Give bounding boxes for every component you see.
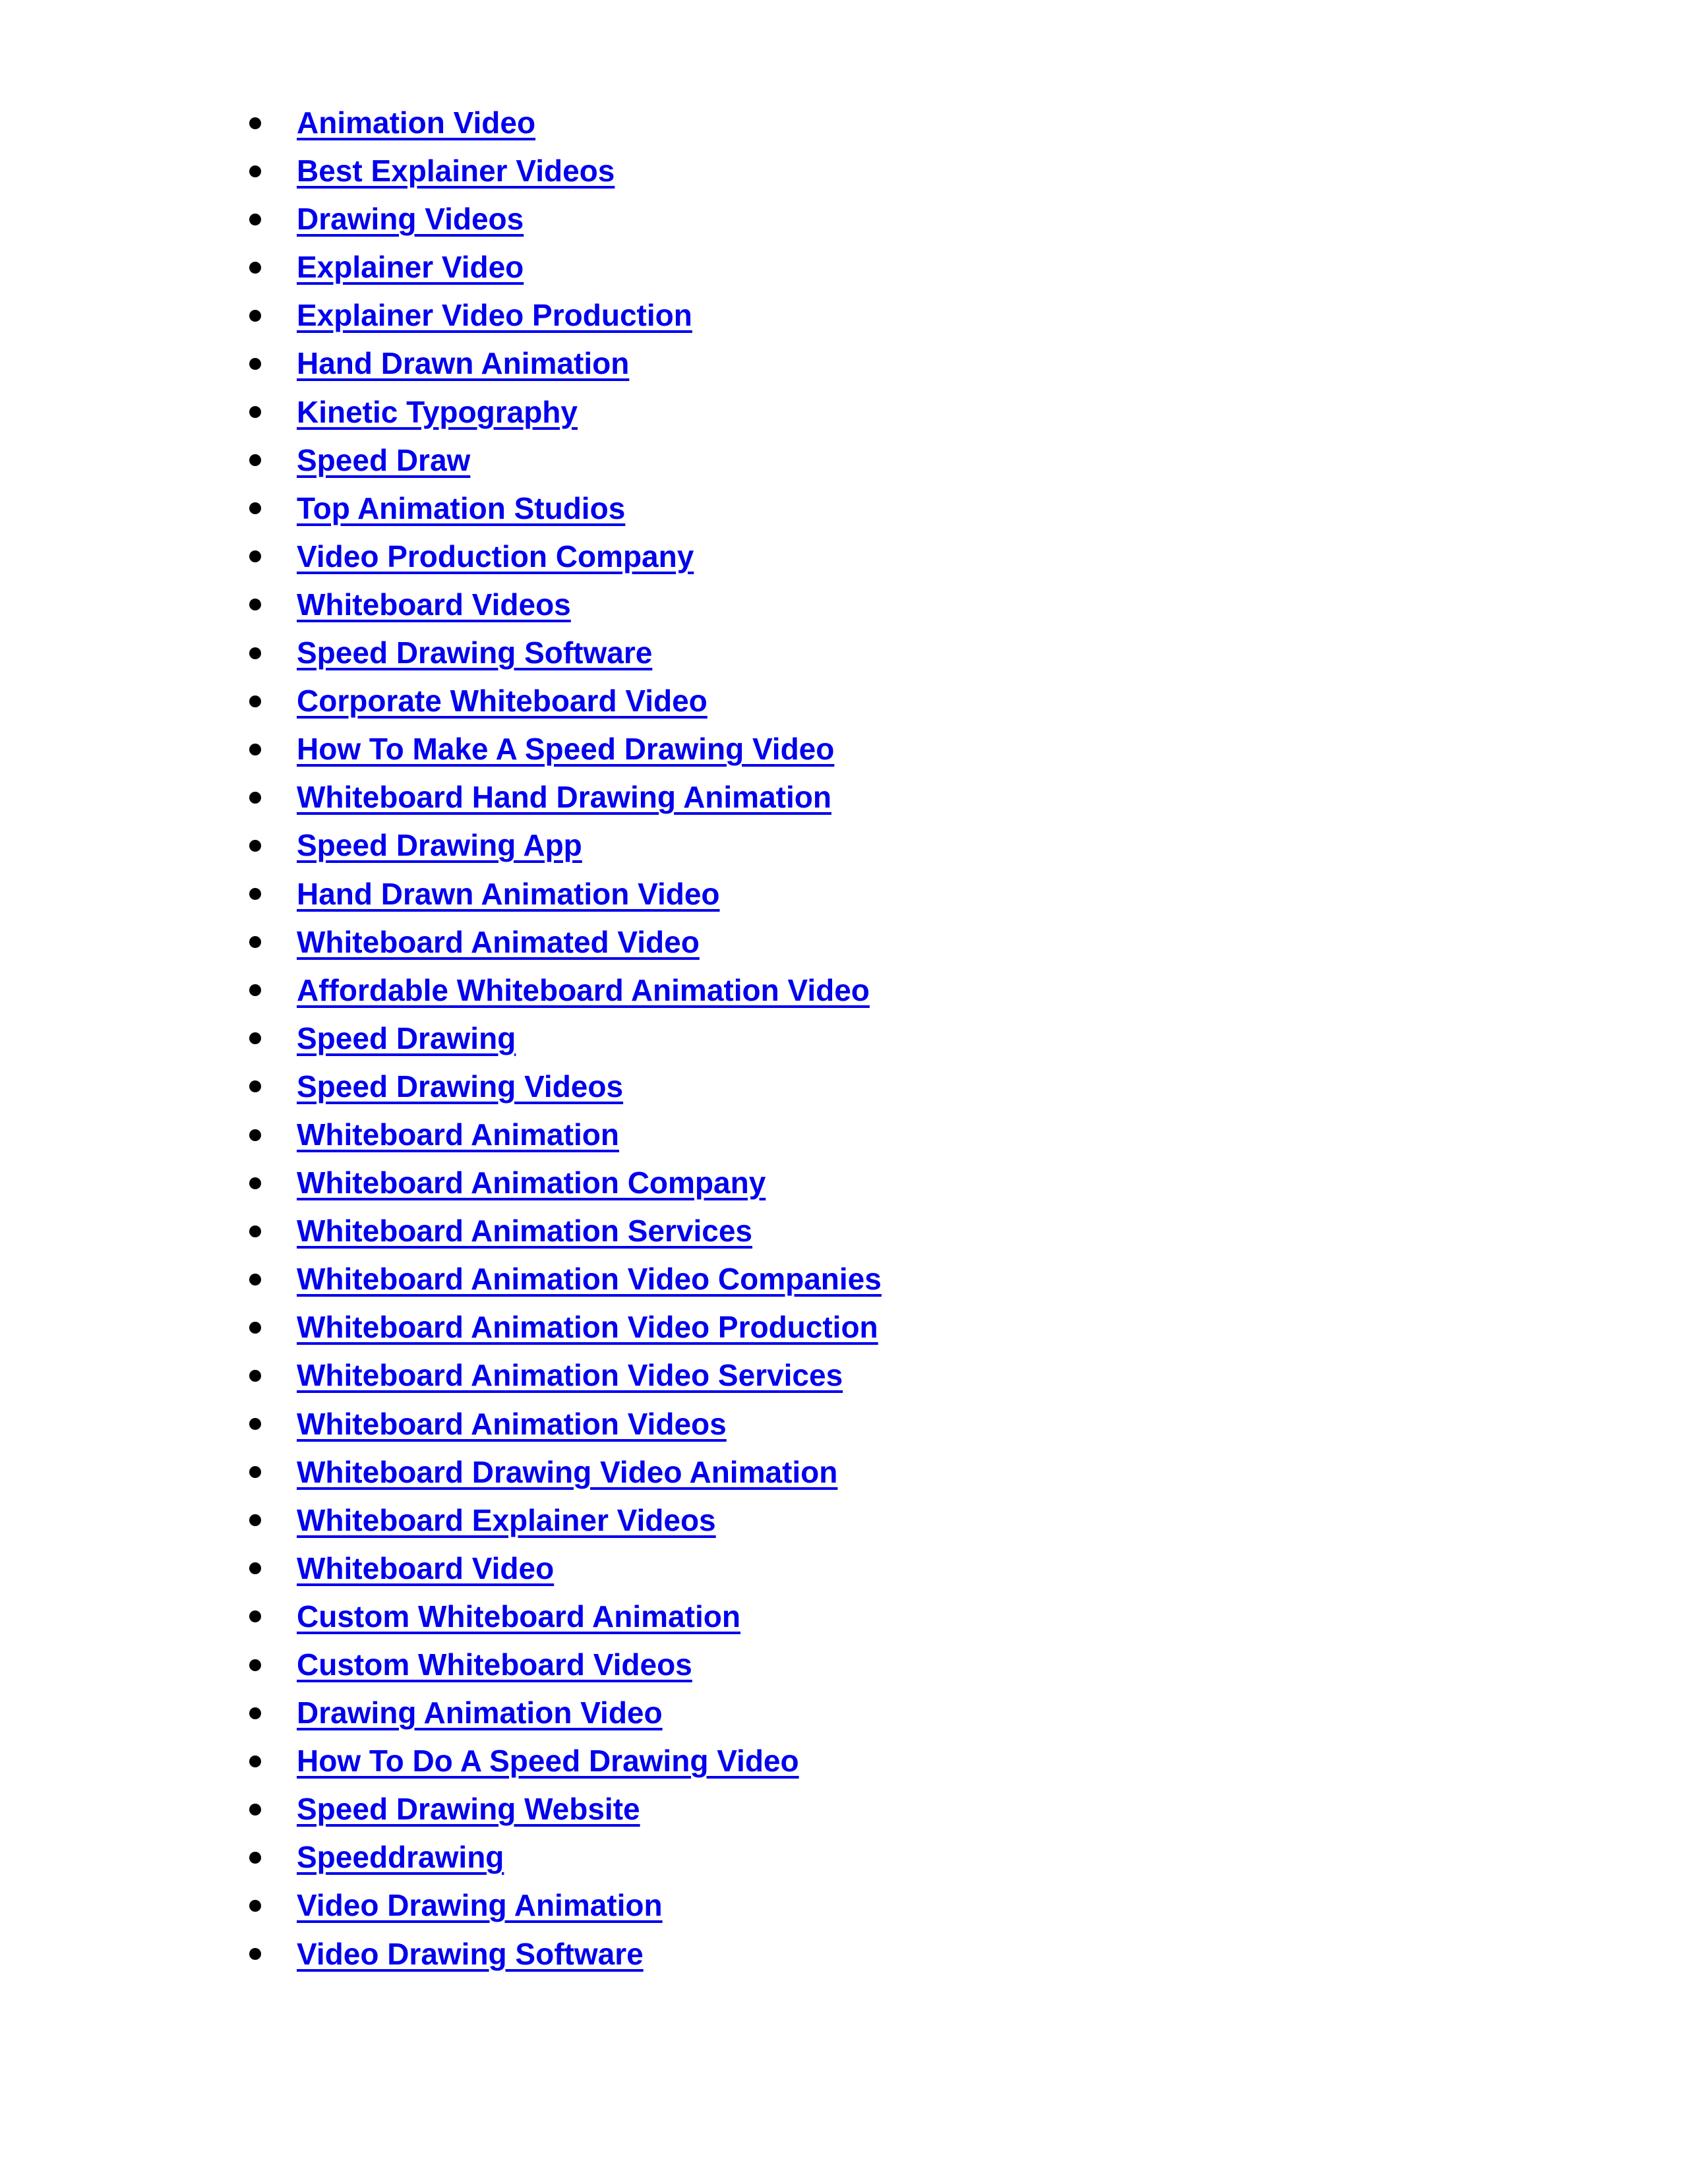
bullet-icon [249,840,261,852]
list-link[interactable]: Corporate Whiteboard Video [297,684,708,719]
list-item [0,966,1688,1015]
bullet-icon [249,1756,261,1767]
list-link[interactable]: Affordable Whiteboard Animation Video [297,972,870,1007]
bullet-icon [249,1274,261,1285]
list-item [0,629,1688,677]
bullet-icon [249,214,261,225]
bullet-icon [249,1322,261,1334]
list-item [0,1496,1688,1545]
list-item [0,1593,1688,1641]
list-link[interactable]: Whiteboard Hand Drawing Animation [297,780,831,815]
list-link[interactable]: Whiteboard Videos [297,587,571,622]
list-link[interactable]: How To Do A Speed Drawing Video [297,1744,799,1779]
list-link[interactable]: Speed Drawing Software [297,635,653,670]
list-link[interactable]: Whiteboard Animation Video Production [297,1310,878,1345]
bullet-icon [249,550,261,562]
list-link[interactable]: Explainer Video Production [297,298,692,333]
list-item [0,436,1688,485]
bullet-icon [249,888,261,900]
list-item [0,773,1688,821]
bullet-icon [249,936,261,948]
list-item [0,1111,1688,1159]
list-item [0,1448,1688,1496]
list-item [0,1015,1688,1063]
list-link[interactable]: Whiteboard Video [297,1550,555,1585]
list-link[interactable]: Custom Whiteboard Animation [297,1599,740,1634]
link-list [0,99,1688,1978]
list-link[interactable]: Speed Drawing [297,1020,516,1055]
bullet-icon [249,406,261,418]
list-link[interactable]: Whiteboard Animation Video Companies [297,1262,882,1297]
bullet-icon [249,1032,261,1044]
list-link[interactable]: Explainer Video [297,250,524,285]
bullet-icon [249,502,261,514]
list-link[interactable]: Speed Drawing App [297,828,582,863]
list-link[interactable]: Speed Drawing Videos [297,1069,624,1104]
list-link[interactable]: Best Explainer Videos [297,154,615,189]
list-item [0,1785,1688,1833]
bullet-icon [249,1610,261,1622]
list-link[interactable]: Drawing Animation Video [297,1696,663,1730]
list-link[interactable]: Animation Video [297,105,536,140]
list-link[interactable]: Whiteboard Animation [297,1117,619,1152]
list-item [0,1303,1688,1351]
bullet-icon [249,310,261,322]
list-link[interactable]: Video Production Company [297,539,694,574]
list-item [0,533,1688,581]
list-link[interactable]: Whiteboard Animation Video Services [297,1358,843,1393]
bullet-icon [249,1466,261,1478]
bullet-icon [249,1225,261,1237]
bullet-icon [249,792,261,804]
list-item [0,1545,1688,1593]
bullet-icon [249,1177,261,1189]
list-item [0,918,1688,966]
bullet-icon [249,1514,261,1526]
list-item [0,1159,1688,1207]
bullet-icon [249,358,261,370]
list-item [0,821,1688,870]
list-link[interactable]: Whiteboard Explainer Videos [297,1502,716,1537]
bullet-icon [249,647,261,659]
list-item [0,339,1688,388]
list-item [0,195,1688,243]
list-link[interactable]: Speeddrawing [297,1840,504,1875]
list-link[interactable]: How To Make A Speed Drawing Video [297,732,835,767]
list-link[interactable]: Speed Drawing Website [297,1792,640,1827]
list-link[interactable]: Whiteboard Animation Services [297,1214,752,1249]
bullet-icon [249,744,261,755]
list-item [0,291,1688,339]
list-item [0,677,1688,725]
bullet-icon [249,984,261,996]
list-item [0,725,1688,773]
bullet-icon [249,1900,261,1912]
list-item [0,1351,1688,1400]
bullet-icon [249,1948,261,1960]
bullet-icon [249,695,261,707]
bullet-icon [249,1852,261,1864]
list-item [0,581,1688,629]
bullet-icon [249,1562,261,1574]
list-item [0,1833,1688,1881]
bullet-icon [249,165,261,177]
bullet-icon [249,1804,261,1815]
list-item [0,99,1688,147]
list-link[interactable]: Hand Drawn Animation Video [297,876,720,911]
list-link[interactable]: Whiteboard Drawing Video Animation [297,1454,838,1489]
bullet-icon [249,1418,261,1430]
list-item [0,388,1688,436]
list-item [0,1930,1688,1978]
list-link[interactable]: Video Drawing Software [297,1936,644,1971]
list-item [0,870,1688,918]
list-item [0,147,1688,195]
list-link[interactable]: Whiteboard Animated Video [297,924,700,959]
bullet-icon [249,1080,261,1092]
list-link[interactable]: Kinetic Typography [297,394,578,429]
list-item [0,1063,1688,1111]
bullet-icon [249,1370,261,1382]
bullet-icon [249,1129,261,1141]
bullet-icon [249,1659,261,1671]
bullet-icon [249,117,261,129]
list-link[interactable]: Speed Draw [297,442,471,477]
list-item [0,1737,1688,1785]
list-link[interactable]: Hand Drawn Animation [297,346,630,381]
list-link[interactable]: Top Animation Studios [297,490,626,525]
list-item [0,1207,1688,1255]
list-link[interactable]: Whiteboard Animation Videos [297,1406,727,1441]
list-link[interactable]: Whiteboard Animation Company [297,1166,766,1200]
list-item [0,485,1688,533]
list-link[interactable]: Drawing Videos [297,202,524,237]
bullet-icon [249,599,261,610]
bullet-icon [249,454,261,466]
list-item [0,1400,1688,1448]
bullet-icon [249,262,261,274]
list-item [0,1689,1688,1737]
list-item [0,1641,1688,1689]
bullet-icon [249,1707,261,1719]
list-link[interactable]: Video Drawing Animation [297,1888,663,1923]
list-link[interactable]: Custom Whiteboard Videos [297,1647,692,1682]
list-item [0,1255,1688,1303]
list-item [0,1881,1688,1930]
list-item [0,243,1688,291]
